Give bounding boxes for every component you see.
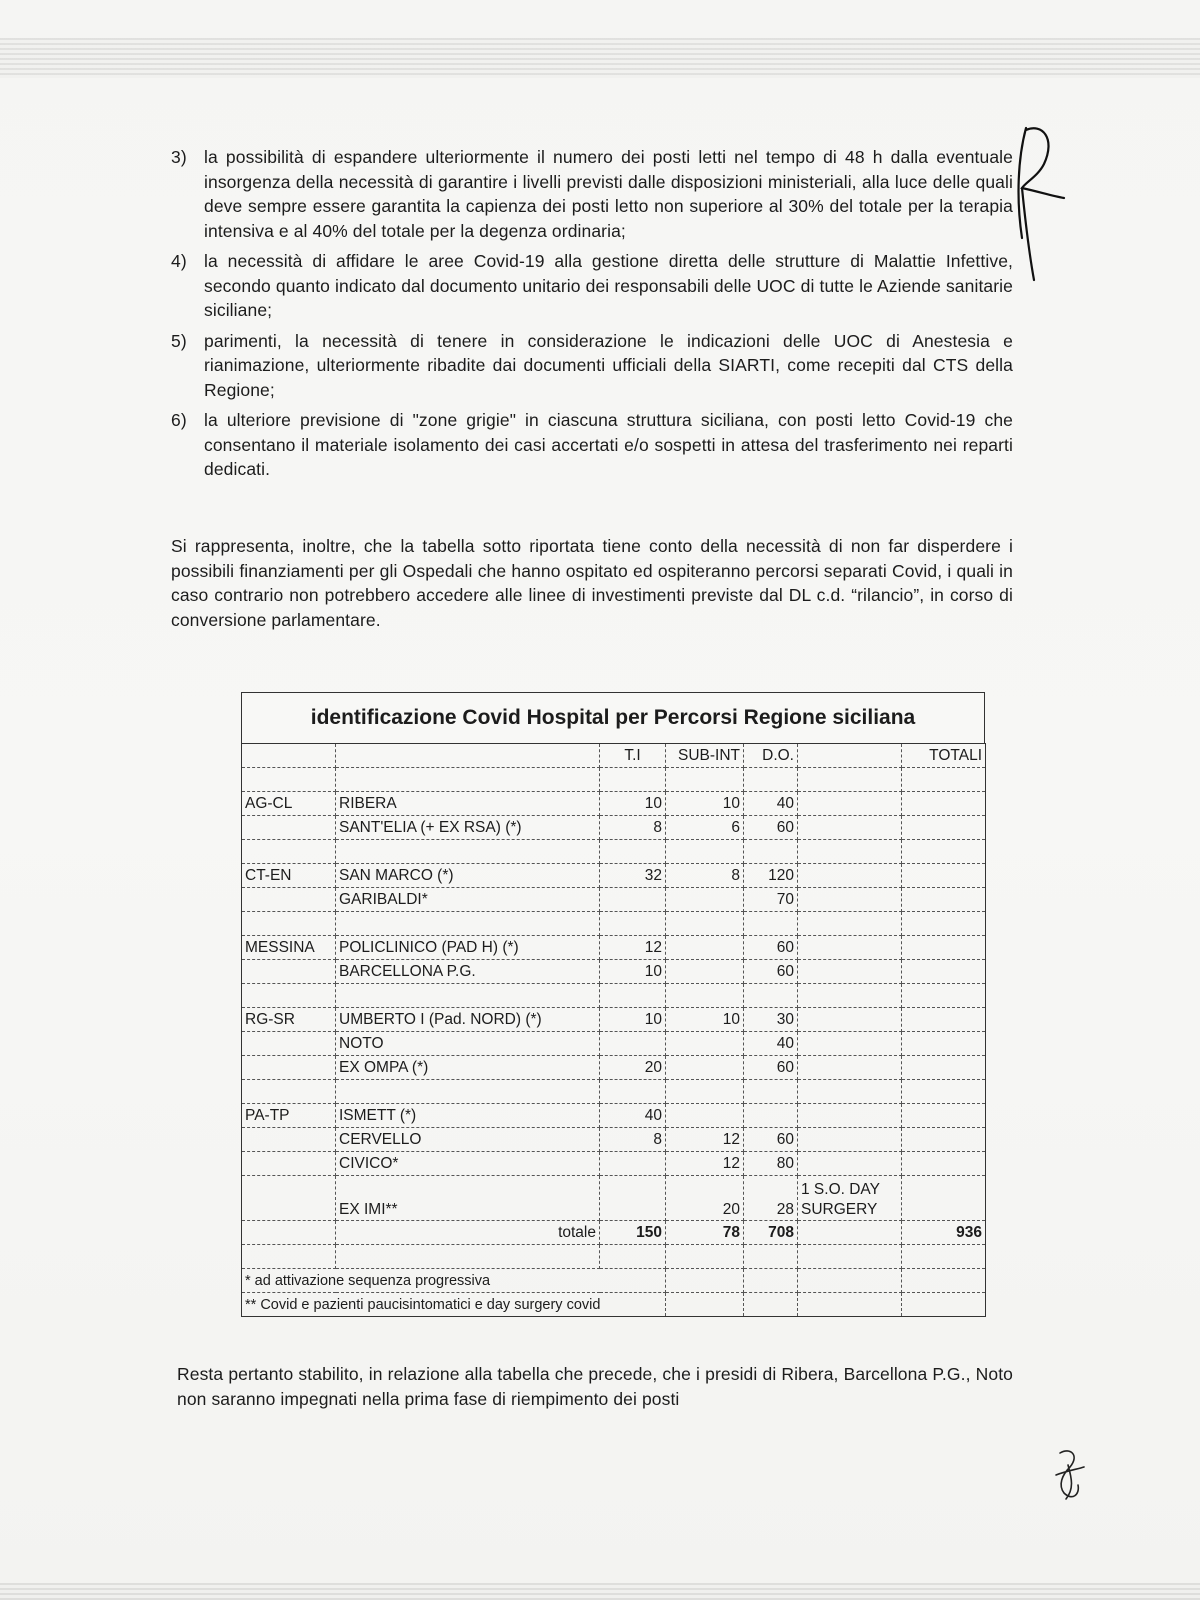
table-cell: AG-CL bbox=[242, 792, 336, 816]
table-cell: 20 bbox=[600, 1056, 666, 1080]
table-cell: CIVICO* bbox=[336, 1152, 600, 1176]
table-cell bbox=[798, 744, 902, 768]
table-cell bbox=[666, 1245, 744, 1269]
table-cell bbox=[902, 1008, 986, 1032]
table-cell bbox=[902, 1056, 986, 1080]
table-row bbox=[242, 1080, 986, 1104]
table-cell: 60 bbox=[744, 936, 798, 960]
table-cell bbox=[242, 984, 336, 1008]
table-cell: 10 bbox=[600, 1008, 666, 1032]
table-cell bbox=[242, 1080, 336, 1104]
table-cell: 60 bbox=[744, 1056, 798, 1080]
table-cell: 28 bbox=[744, 1176, 798, 1221]
table-grid bbox=[241, 743, 986, 1317]
table-row bbox=[242, 1152, 986, 1176]
table-cell bbox=[798, 1032, 902, 1056]
table-cell bbox=[666, 1293, 744, 1317]
table-cell: 10 bbox=[666, 792, 744, 816]
table-cell bbox=[666, 1269, 744, 1293]
table-cell bbox=[666, 984, 744, 1008]
table-cell bbox=[744, 984, 798, 1008]
table-cell: 40 bbox=[744, 792, 798, 816]
table-cell bbox=[798, 1221, 902, 1245]
page-edge-bottom bbox=[0, 1583, 1200, 1600]
table-cell bbox=[744, 840, 798, 864]
table-row bbox=[242, 792, 986, 816]
table-cell: 60 bbox=[744, 1128, 798, 1152]
table-cell bbox=[600, 768, 666, 792]
page-edge-top bbox=[0, 38, 1200, 78]
table-cell bbox=[242, 1056, 336, 1080]
table-cell: D.O. bbox=[744, 744, 798, 768]
table-cell: RG-SR bbox=[242, 1008, 336, 1032]
table-cell bbox=[600, 1080, 666, 1104]
table-cell bbox=[600, 912, 666, 936]
table-cell: NOTO bbox=[336, 1032, 600, 1056]
table-cell bbox=[902, 960, 986, 984]
table-cell: T.I bbox=[600, 744, 666, 768]
table-cell bbox=[666, 840, 744, 864]
table-cell bbox=[242, 768, 336, 792]
table-cell bbox=[666, 1032, 744, 1056]
handwritten-page-mark bbox=[1050, 1445, 1090, 1505]
table-cell: 60 bbox=[744, 816, 798, 840]
table-cell bbox=[798, 768, 902, 792]
table-cell bbox=[242, 840, 336, 864]
table-cell bbox=[744, 912, 798, 936]
table-row bbox=[242, 1176, 986, 1221]
table-cell: 150 bbox=[600, 1221, 666, 1245]
table-cell bbox=[242, 1176, 336, 1221]
list-item-number: 3) bbox=[171, 147, 187, 167]
list-item bbox=[171, 249, 1013, 323]
table-cell bbox=[744, 1245, 798, 1269]
table-cell bbox=[336, 744, 600, 768]
table-cell bbox=[902, 864, 986, 888]
table-cell bbox=[242, 960, 336, 984]
table-cell bbox=[666, 1104, 744, 1128]
table-cell bbox=[798, 1269, 902, 1293]
table-cell bbox=[336, 984, 600, 1008]
table-note-row bbox=[242, 1293, 986, 1317]
table-footnote: * ad attivazione sequenza progressiva bbox=[242, 1269, 666, 1293]
table-cell: 12 bbox=[600, 936, 666, 960]
table-cell bbox=[336, 840, 600, 864]
table-cell bbox=[666, 1056, 744, 1080]
table-cell bbox=[600, 888, 666, 912]
table-total-row bbox=[242, 1221, 986, 1245]
covid-hospital-table bbox=[241, 692, 985, 1317]
table-cell: 78 bbox=[666, 1221, 744, 1245]
table-cell bbox=[798, 1080, 902, 1104]
table-cell bbox=[600, 1176, 666, 1221]
table-cell bbox=[902, 816, 986, 840]
table-cell bbox=[798, 840, 902, 864]
table-cell bbox=[798, 888, 902, 912]
table-cell bbox=[600, 840, 666, 864]
table-cell bbox=[242, 816, 336, 840]
table-cell: 10 bbox=[600, 960, 666, 984]
table-cell bbox=[798, 912, 902, 936]
table-cell bbox=[600, 1152, 666, 1176]
table-cell: 40 bbox=[600, 1104, 666, 1128]
list-item-number: 5) bbox=[171, 330, 187, 351]
table-cell: 12 bbox=[666, 1152, 744, 1176]
table-cell: SUB-INT bbox=[666, 744, 744, 768]
list-item bbox=[171, 329, 1013, 403]
table-cell bbox=[744, 768, 798, 792]
table-footnote: ** Covid e pazienti paucisintomatici e day surgery covid bbox=[242, 1293, 666, 1317]
table-cell bbox=[902, 1293, 986, 1317]
table-row bbox=[242, 888, 986, 912]
list-item-text: la ulteriore previsione di "zone grigie" in ciascuna struttura siciliana, con posti letto Covid-19 che consentano il materiale isolamento dei casi accertati e/o sospetti in attesa del trasferimento nei reparti dedicati. bbox=[204, 410, 1013, 479]
table-cell bbox=[744, 1104, 798, 1128]
table-cell: EX IMI** bbox=[336, 1176, 600, 1221]
table-cell: 32 bbox=[600, 864, 666, 888]
table-cell bbox=[744, 1080, 798, 1104]
table-cell bbox=[902, 840, 986, 864]
table-title: identificazione Covid Hospital per Percorsi Regione siciliana bbox=[241, 692, 985, 743]
table-cell: POLICLINICO (PAD H) (*) bbox=[336, 936, 600, 960]
table-row bbox=[242, 984, 986, 1008]
table-cell: 6 bbox=[666, 816, 744, 840]
table-cell: 8 bbox=[600, 1128, 666, 1152]
table-cell: RIBERA bbox=[336, 792, 600, 816]
table-cell bbox=[798, 1056, 902, 1080]
table-cell bbox=[666, 1080, 744, 1104]
table-cell bbox=[902, 888, 986, 912]
table-cell: 30 bbox=[744, 1008, 798, 1032]
table-cell bbox=[666, 960, 744, 984]
table-row bbox=[242, 840, 986, 864]
table-row bbox=[242, 864, 986, 888]
table-cell bbox=[600, 1245, 666, 1269]
table-cell: UMBERTO I (Pad. NORD) (*) bbox=[336, 1008, 600, 1032]
table-cell bbox=[798, 984, 902, 1008]
table-cell bbox=[902, 1128, 986, 1152]
table-cell bbox=[666, 888, 744, 912]
table-cell bbox=[902, 984, 986, 1008]
table-cell bbox=[798, 936, 902, 960]
table-cell: 1 S.O. DAY SURGERY bbox=[798, 1176, 902, 1221]
table-cell bbox=[902, 1152, 986, 1176]
table-cell: EX OMPA (*) bbox=[336, 1056, 600, 1080]
table-row bbox=[242, 1128, 986, 1152]
table-cell: 80 bbox=[744, 1152, 798, 1176]
list-item-number: 6) bbox=[171, 410, 187, 430]
table-cell bbox=[902, 1269, 986, 1293]
table-row bbox=[242, 768, 986, 792]
handwritten-initial-signature bbox=[1012, 118, 1072, 288]
table-cell bbox=[744, 1293, 798, 1317]
table-cell: 120 bbox=[744, 864, 798, 888]
table-row bbox=[242, 1008, 986, 1032]
table-cell bbox=[242, 888, 336, 912]
table-row bbox=[242, 936, 986, 960]
table-cell: CT-EN bbox=[242, 864, 336, 888]
table-cell bbox=[798, 960, 902, 984]
table-cell: 10 bbox=[666, 1008, 744, 1032]
table-cell bbox=[336, 1245, 600, 1269]
table-cell: TOTALI bbox=[902, 744, 986, 768]
table-cell: 60 bbox=[744, 960, 798, 984]
table-cell: 10 bbox=[600, 792, 666, 816]
table-cell: ISMETT (*) bbox=[336, 1104, 600, 1128]
table-header-row bbox=[242, 744, 986, 768]
table-row bbox=[242, 912, 986, 936]
table-cell bbox=[902, 1080, 986, 1104]
table-cell bbox=[902, 792, 986, 816]
table-cell bbox=[798, 1104, 902, 1128]
table-row bbox=[242, 960, 986, 984]
list-item-text: parimenti, la necessità di tenere in considerazione le indicazioni delle UOC di Anestesia e rianimazione, ulteriormente ribadite dai documenti ufficiali della SIARTI, come recepiti dal CTS della Regione; bbox=[204, 330, 1013, 400]
table-cell bbox=[336, 768, 600, 792]
table-cell bbox=[744, 1269, 798, 1293]
list-item bbox=[171, 408, 1013, 482]
table-row bbox=[242, 1056, 986, 1080]
table-cell bbox=[902, 936, 986, 960]
table-cell bbox=[902, 1032, 986, 1056]
table-row bbox=[242, 1032, 986, 1056]
table-cell bbox=[242, 1221, 336, 1245]
list-item-number: 4) bbox=[171, 251, 187, 271]
table-cell: totale bbox=[336, 1221, 600, 1245]
table-cell: 40 bbox=[744, 1032, 798, 1056]
table-cell bbox=[798, 864, 902, 888]
table-cell bbox=[902, 912, 986, 936]
table-cell bbox=[902, 1245, 986, 1269]
paragraph-financing: Si rappresenta, inoltre, che la tabella sotto riportata tiene conto della necessità di non far disperdere i possibili finanziamenti per gli Ospedali che hanno ospitato ed ospiteranno percorsi separati Covid, i quali in caso contrario non potrebbero accedere alle linee di investimenti previste dal DL c.d. “rilancio”, in corso di conversione parlamentare. bbox=[171, 536, 1013, 630]
table-cell: PA-TP bbox=[242, 1104, 336, 1128]
table-cell: BARCELLONA P.G. bbox=[336, 960, 600, 984]
table-cell: SANT'ELIA (+ EX RSA) (*) bbox=[336, 816, 600, 840]
table-cell: MESSINA bbox=[242, 936, 336, 960]
table-cell bbox=[902, 768, 986, 792]
table-cell bbox=[242, 1128, 336, 1152]
table-cell bbox=[242, 1032, 336, 1056]
table-row bbox=[242, 816, 986, 840]
table-cell bbox=[902, 1176, 986, 1221]
table-cell bbox=[798, 1008, 902, 1032]
list-item bbox=[171, 145, 1013, 243]
table-cell bbox=[798, 816, 902, 840]
table-cell bbox=[242, 1245, 336, 1269]
table-cell bbox=[798, 1245, 902, 1269]
table-row bbox=[242, 1245, 986, 1269]
table-cell: 708 bbox=[744, 1221, 798, 1245]
table-cell bbox=[798, 792, 902, 816]
table-cell bbox=[666, 768, 744, 792]
table-cell bbox=[666, 912, 744, 936]
table-cell: 936 bbox=[902, 1221, 986, 1245]
list-item-text: la possibilità di espandere ulteriormente il numero dei posti letti nel tempo di 48 h dalla eventuale insorgenza della necessità di garantire i livelli previsti dalle disposizioni ministeriali, alla luce delle quali deve sempre essere garantita la capienza dei posti letto non superiore al 30% del totale per la terapia intensiva e al 40% del totale per la degenza ordinaria; bbox=[204, 147, 1013, 241]
table-cell: GARIBALDI* bbox=[336, 888, 600, 912]
table-cell: 12 bbox=[666, 1128, 744, 1152]
table-cell: CERVELLO bbox=[336, 1128, 600, 1152]
table-note-row bbox=[242, 1269, 986, 1293]
table-cell bbox=[242, 1152, 336, 1176]
paragraph-conclusion: Resta pertanto stabilito, in relazione alla tabella che precede, che i presidi di Ribera, Barcellona P.G., Noto non saranno impegnati nella prima fase di riempimento dei posti bbox=[177, 1364, 1013, 1409]
table-cell bbox=[902, 1104, 986, 1128]
table-cell: 8 bbox=[666, 864, 744, 888]
table-cell bbox=[242, 912, 336, 936]
table-cell: SAN MARCO (*) bbox=[336, 864, 600, 888]
table-cell bbox=[600, 984, 666, 1008]
table-cell: 8 bbox=[600, 816, 666, 840]
table-cell bbox=[242, 744, 336, 768]
table-cell bbox=[666, 936, 744, 960]
table-row bbox=[242, 1104, 986, 1128]
table-cell: 20 bbox=[666, 1176, 744, 1221]
table-cell bbox=[798, 1293, 902, 1317]
list-item-text: la necessità di affidare le aree Covid-19 alla gestione diretta delle strutture di Malattie Infettive, secondo quanto indicato dal documento unitario dei responsabili delle UOC di tutte le Aziende sanitarie siciliane; bbox=[204, 251, 1013, 320]
table-cell bbox=[600, 1032, 666, 1056]
table-cell: 70 bbox=[744, 888, 798, 912]
table-cell bbox=[336, 912, 600, 936]
table-cell bbox=[798, 1152, 902, 1176]
table-cell bbox=[798, 1128, 902, 1152]
numbered-list bbox=[171, 145, 1013, 488]
table-cell bbox=[336, 1080, 600, 1104]
